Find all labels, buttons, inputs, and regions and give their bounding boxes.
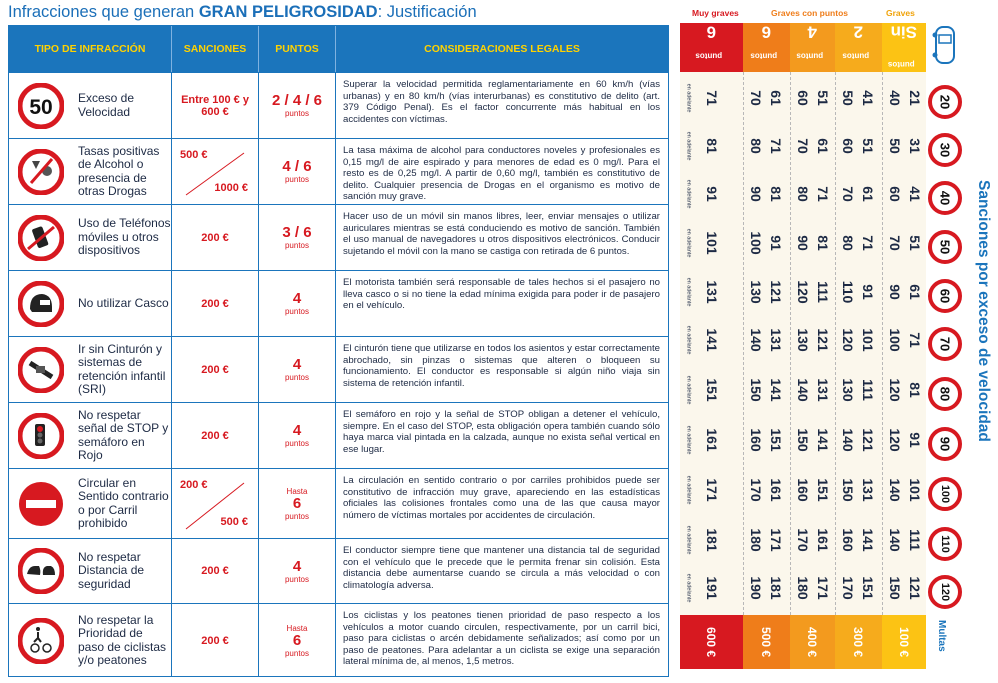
speed-value-min: 51 <box>860 138 876 154</box>
legal-text: El semáforo en rojo y la señal de STOP obligan a detener el vehículo, siempre. En el caso del STOP, esta obligación opera también cuando sólo haya marca vial pintada en la calzada, aunque no exista señal vertical en ese lugar. <box>343 409 660 455</box>
speed-value-max: 140 <box>887 528 903 552</box>
speed-value-min: 71 <box>768 138 784 154</box>
page-title: Infracciones que generan GRAN PELIGROSIDAD: Justificación <box>8 3 477 21</box>
speed-panel <box>676 0 998 683</box>
speed-value-min: 121 <box>860 428 876 452</box>
speed-limit-sign <box>928 230 962 264</box>
category-label: Graves con puntos <box>771 8 848 18</box>
speed-limit-value: 40 <box>937 190 953 206</box>
infraction-name: Exceso de Velocidad <box>78 91 135 119</box>
speed-value-min: 91 <box>768 235 784 251</box>
traffic-sign-icon <box>18 149 64 195</box>
column-header <box>680 23 743 72</box>
speed-value-max: 60 <box>795 90 811 106</box>
fine-cell <box>680 615 743 669</box>
header-sanciones: SANCIONES <box>172 26 259 72</box>
infraction-cell <box>9 271 172 336</box>
speed-value-min: 51 <box>815 90 831 106</box>
en-adelante-label: en adelante <box>685 425 692 455</box>
speed-value-min: 61 <box>815 138 831 154</box>
speed-value-min: 121 <box>768 280 784 304</box>
speed-value-max: 40 <box>887 90 903 106</box>
speed-value: 81 <box>704 138 720 154</box>
sancion-value: 200 € <box>201 297 229 310</box>
speed-value: 161 <box>704 428 720 452</box>
speed-value-max: 70 <box>840 186 856 202</box>
infraction-cell <box>9 139 172 204</box>
speed-value-min: 171 <box>815 576 831 600</box>
points-label: puntos <box>842 50 870 60</box>
speed-value-min: 141 <box>860 528 876 552</box>
sancion-cell <box>172 139 259 204</box>
legal-text: El cinturón tiene que utilizarse en todos los asientos y estar correctamente abrochado, sin pinzas o sistemas que alteren o bloqueen su funcionamiento. El conductor es responsable si algún niño viaja sin sistema de retención infantil. <box>343 343 660 389</box>
table-row <box>9 402 668 468</box>
infraction-name: No respetar Distancia de seguridad <box>78 549 145 591</box>
speed-limit-value: 30 <box>937 142 953 158</box>
speed-limit-value: 80 <box>937 386 953 402</box>
puntos-label: puntos <box>284 648 310 658</box>
speed-limit-sign <box>928 527 962 561</box>
speed-value-max: 150 <box>887 576 903 600</box>
traffic-sign-icon <box>18 347 64 393</box>
speed-value-min: 21 <box>907 90 923 106</box>
sancion-value: 200 € <box>201 363 229 376</box>
sign-text: 50 <box>29 95 53 119</box>
legal-text: Superar la velocidad permitida reglamentariamente en 60 km/h (vías urbanas) y en 80 km/h (vías interurbanas) es constitutivo de delito (art. 379 Código Penal). Es el factor concurrente más habitual en los accidentes con víctimas. <box>343 79 660 125</box>
infraction-name: No utilizar Casco <box>78 295 169 310</box>
en-adelante-label: en adelante <box>685 131 692 161</box>
column-header <box>743 23 790 72</box>
points-label: puntos <box>750 50 778 60</box>
fine-cell <box>835 615 882 669</box>
speed-value-min: 141 <box>815 428 831 452</box>
puntos-value: 4 <box>292 356 302 373</box>
speed-value-min: 171 <box>768 528 784 552</box>
speed-value-min: 101 <box>907 478 923 502</box>
legal-text: El motorista también será responsable de tales hechos si el pasajero no lleva casco o si no tiene la edad mínima exigida para poder ir de pasajero en el vehículo. <box>343 277 660 312</box>
sancion-cell <box>172 73 259 138</box>
speed-panel-title-wrap <box>974 180 994 480</box>
speed-limit-sign <box>928 85 962 119</box>
speed-value: 141 <box>704 328 720 352</box>
infractions-table <box>8 25 669 677</box>
en-adelante-label: en adelante <box>685 573 692 603</box>
speed-value-max: 140 <box>887 478 903 502</box>
infraction-name: No respetar señal de STOP y semáforo en Rojo <box>78 407 169 462</box>
speed-panel-title: Sanciones por exceso de velocidad <box>975 180 992 442</box>
legal-text: La tasa máxima de alcohol para conductores noveles y profesionales es 0,15 mg/l de aire espirado y para menores de edad es 0 mg/l. Para el resto es de 0,25 mg/l. A partir de 0,60 mg/l, también es constitutivo de delito. Cualquier presencia de Drogas en el organismo es motivo de sanción muy grave. <box>343 145 660 203</box>
sancion-value: 200 € <box>201 231 229 244</box>
speed-value-max: 150 <box>795 428 811 452</box>
puntos-value: 2 / 4 / 6 <box>271 92 323 109</box>
sancion-cell <box>172 539 259 603</box>
puntos-label: puntos <box>284 511 310 521</box>
speed-limit-value: 70 <box>937 336 953 352</box>
speed-value-max: 80 <box>840 235 856 251</box>
column-divider <box>835 72 836 615</box>
speed-value-min: 41 <box>907 186 923 202</box>
header-puntos: PUNTOS <box>259 26 336 72</box>
car-icon <box>930 23 960 67</box>
sancion-max: 500 € <box>220 516 248 528</box>
speed-value-max: 160 <box>795 478 811 502</box>
points-number: Sin <box>890 21 918 41</box>
sancion-max: 1000 € <box>214 182 248 194</box>
puntos-value: 4 <box>292 422 302 439</box>
sancion-cell <box>172 604 259 677</box>
puntos-value: 3 / 6 <box>282 224 312 241</box>
speed-value-max: 50 <box>887 138 903 154</box>
infraction-cell <box>9 403 172 468</box>
speed-limit-sign <box>928 181 962 215</box>
speed-value-max: 60 <box>887 186 903 202</box>
speed-value-min: 131 <box>768 328 784 352</box>
table-row <box>9 538 668 603</box>
speed-limit-value: 20 <box>937 94 953 110</box>
speed-value-max: 140 <box>795 378 811 402</box>
en-adelante-label: en adelante <box>685 325 692 355</box>
sancion-value: 200 € <box>201 634 229 647</box>
speed-value-min: 161 <box>815 528 831 552</box>
en-adelante-label: en adelante <box>685 179 692 209</box>
speed-value-max: 130 <box>840 378 856 402</box>
speed-value-min: 81 <box>768 186 784 202</box>
fine-cell <box>882 615 926 669</box>
speed-value-max: 90 <box>887 284 903 300</box>
points-number: 2 <box>853 21 864 41</box>
speed-limit-value: 90 <box>937 436 953 452</box>
speed-value-max: 100 <box>748 231 764 255</box>
infraction-name: Uso de Teléfonos móviles u otros dispositivos <box>78 216 171 258</box>
fine-value: 500 € <box>759 626 774 658</box>
speed-limit-sign <box>928 575 962 609</box>
puntos-cell <box>259 469 336 538</box>
speed-value-max: 130 <box>795 328 811 352</box>
points-number: 6 <box>706 21 717 41</box>
speed-value: 71 <box>704 90 720 106</box>
puntos-label: puntos <box>284 109 309 118</box>
puntos-value: 4 <box>292 557 302 575</box>
speed-value-min: 111 <box>907 529 923 551</box>
puntos-cell <box>259 539 336 603</box>
sancion-cell <box>172 271 259 336</box>
speed-value-max: 50 <box>840 90 856 106</box>
points-label: puntos <box>888 59 915 69</box>
en-adelante-label: en adelante <box>685 375 692 405</box>
puntos-value: 6 <box>292 631 302 649</box>
speed-value-max: 170 <box>748 478 764 502</box>
infraction-cell <box>9 205 172 270</box>
speed-value-max: 140 <box>748 328 764 352</box>
header-consideraciones: CONSIDERACIONES LEGALES <box>424 43 580 55</box>
speed-value-min: 141 <box>768 378 784 402</box>
en-adelante-label: en adelante <box>685 525 692 555</box>
fine-value: 100 € <box>897 626 911 658</box>
puntos-label: puntos <box>284 574 310 584</box>
speed-value: 171 <box>704 478 720 502</box>
en-adelante-label: en adelante <box>685 228 692 258</box>
speed-value-max: 90 <box>748 186 764 202</box>
speed-value-min: 81 <box>907 382 923 398</box>
speed-value-min: 111 <box>860 379 876 401</box>
fine-cell <box>743 615 790 669</box>
speed-value-min: 151 <box>768 428 784 452</box>
speed-value-min: 151 <box>815 478 831 502</box>
sancion-cell <box>172 205 259 270</box>
speed-value-min: 161 <box>768 478 784 502</box>
traffic-sign-icon <box>18 481 64 527</box>
speed-limit-value: 60 <box>937 288 953 304</box>
speed-value-min: 61 <box>860 186 876 202</box>
puntos-label: puntos <box>284 175 310 184</box>
table-row <box>9 270 668 336</box>
speed-value-min: 71 <box>815 186 831 202</box>
hasta-label: Hasta <box>286 623 308 633</box>
infraction-cell <box>9 73 172 138</box>
legal-text: El conductor siempre tiene que mantener una distancia tal de seguridad con el vehículo que le precede que le permita frenar sin colisión. Esta distancia debe aumentarse cuando se circula a más velocidad o con climatología adversa. <box>343 545 660 591</box>
traffic-sign-icon <box>18 83 64 129</box>
speed-value-max: 60 <box>840 138 856 154</box>
puntos-value: 6 <box>292 494 302 512</box>
en-adelante-label: en adelante <box>685 475 692 505</box>
table-row <box>9 603 668 677</box>
infraction-cell <box>9 604 172 677</box>
legal-text: Los ciclistas y los peatones tienen prioridad de paso respecto a los vehículos a motor cuando circulen, respectivamente, por un carril bici, paso para ciclistas o arcén debidamente señalizados; así como por un paso de peatones. Para adelantar a un ciclista se exige una separación lateral mínima de, al menos, 1,5 metros. <box>343 610 660 668</box>
traffic-sign-icon <box>18 548 64 594</box>
puntos-cell <box>259 73 336 138</box>
sancion-value: Entre 100 € y 600 € <box>181 93 249 118</box>
speed-value-max: 80 <box>795 186 811 202</box>
column-divider <box>790 72 791 615</box>
speed-value-max: 110 <box>840 280 856 304</box>
speed-value-max: 160 <box>748 428 764 452</box>
speed-limit-value: 50 <box>937 239 953 255</box>
speed-limit-sign <box>928 477 962 511</box>
en-adelante-label: en adelante <box>685 83 692 113</box>
puntos-label: puntos <box>284 307 310 316</box>
puntos-label: puntos <box>284 373 310 382</box>
speed-value-min: 61 <box>768 90 784 106</box>
speed-value-max: 90 <box>795 235 811 251</box>
traffic-sign-icon <box>18 215 64 261</box>
traffic-sign-icon <box>18 618 64 664</box>
column-divider <box>743 72 744 615</box>
speed-value-max: 140 <box>840 428 856 452</box>
points-label: puntos <box>695 50 723 60</box>
speed-value: 91 <box>704 186 720 202</box>
infraction-cell <box>9 469 172 538</box>
speed-value-max: 120 <box>887 378 903 402</box>
speed-value-max: 70 <box>887 235 903 251</box>
category-label: Graves <box>886 8 915 18</box>
traffic-sign-icon <box>18 413 64 459</box>
speed-limit-value: 100 <box>939 484 951 504</box>
header-tipo: TIPO DE INFRACCIÓN <box>9 26 172 72</box>
puntos-cell <box>259 604 336 677</box>
fine-cell <box>790 615 835 669</box>
speed-value-max: 180 <box>795 576 811 600</box>
speed-value-min: 61 <box>907 284 923 300</box>
speed-value-min: 121 <box>815 328 831 352</box>
speed-value-min: 91 <box>907 432 923 448</box>
speed-value-min: 111 <box>815 281 831 303</box>
speed-value-max: 170 <box>795 528 811 552</box>
speed-value: 131 <box>704 280 720 304</box>
infraction-name: Ir sin Cinturón y sistemas de retención infantil (SRI) <box>78 341 166 396</box>
speed-value: 101 <box>704 231 720 255</box>
table-row <box>9 204 668 270</box>
speed-value-min: 71 <box>860 235 876 251</box>
column-header <box>790 23 835 72</box>
puntos-label: puntos <box>284 241 310 250</box>
infraction-name: Circular en Sentido contrario o por Carril prohibido <box>78 475 169 530</box>
speed-value-max: 100 <box>887 328 903 352</box>
puntos-cell <box>259 403 336 468</box>
table-row <box>9 138 668 204</box>
speed-value-min: 41 <box>860 90 876 106</box>
speed-value-min: 101 <box>860 328 876 352</box>
speed-value-max: 70 <box>795 138 811 154</box>
fine-value: 400 € <box>805 626 820 658</box>
speed-value-max: 70 <box>748 90 764 106</box>
sancion-min: 200 € <box>180 479 208 491</box>
legal-text: Hacer uso de un móvil sin manos libres, leer, enviar mensajes o utilizar auriculares mientras se está conduciendo es motivo de sanción. También el uso manual de navegadores u otros dispositivos electrónicos. Conducir sujetando el móvil con la mano se castiga con retirada de 6 puntos. <box>343 211 660 257</box>
speed-value-max: 150 <box>840 478 856 502</box>
infraction-name: No respetar la Prioridad de paso de ciclistas y/o peatones <box>78 612 167 667</box>
speed-limit-value: 110 <box>939 535 951 553</box>
fine-value: 300 € <box>851 626 866 658</box>
speed-value-min: 31 <box>907 138 923 154</box>
speed-value-min: 71 <box>907 332 923 348</box>
speed-limit-sign <box>928 133 962 167</box>
column-header <box>835 23 882 72</box>
sancion-value: 200 € <box>201 429 229 442</box>
column-header <box>882 23 926 72</box>
speed-value-max: 80 <box>748 138 764 154</box>
column-divider <box>882 72 883 615</box>
multas-label: Multas <box>936 620 947 652</box>
table-row <box>9 72 668 138</box>
puntos-cell <box>259 271 336 336</box>
category-label: Muy graves <box>692 8 739 18</box>
infraction-name: Tasas positivas de Alcohol o presencia de otras Drogas <box>78 143 160 198</box>
hasta-label: Hasta <box>286 486 308 496</box>
puntos-cell <box>259 139 336 204</box>
table-header <box>9 26 668 72</box>
speed-value-min: 51 <box>907 235 923 251</box>
speed-limit-sign <box>928 279 962 313</box>
speed-value-min: 121 <box>907 576 923 600</box>
puntos-value: 4 <box>292 290 302 307</box>
points-label: puntos <box>796 50 824 60</box>
speed-value-max: 120 <box>795 280 811 304</box>
puntos-cell <box>259 205 336 270</box>
speed-limit-sign <box>928 427 962 461</box>
fine-value: 600 € <box>704 626 719 658</box>
sancion-cell <box>172 337 259 402</box>
speed-value-max: 120 <box>840 328 856 352</box>
speed-value-max: 160 <box>840 528 856 552</box>
multas-wrap <box>927 620 957 656</box>
speed-value-min: 131 <box>860 478 876 502</box>
puntos-cell <box>259 337 336 402</box>
speed-value-max: 150 <box>748 378 764 402</box>
speed-limit-sign <box>928 327 962 361</box>
table-row <box>9 336 668 402</box>
infraction-cell <box>9 337 172 402</box>
speed-value-min: 91 <box>860 284 876 300</box>
sancion-value: 200 € <box>201 565 229 577</box>
points-number: 4 <box>807 21 818 41</box>
speed-limit-sign <box>928 377 962 411</box>
en-adelante-label: en adelante <box>685 277 692 307</box>
speed-value-max: 190 <box>748 576 764 600</box>
speed-value-max: 120 <box>887 428 903 452</box>
speed-value: 151 <box>704 378 720 402</box>
speed-value-max: 130 <box>748 280 764 304</box>
legal-text: La circulación en sentido contrario o por carriles prohibidos puede ser constitutivo de infracción muy grave, apareciendo en las estadísticas oficiales las colisiones frontales como una de las que causa mayor número de víctimas mortales por accidentes de circulación. <box>343 475 660 521</box>
traffic-sign-icon <box>18 281 64 327</box>
speed-value-min: 81 <box>815 235 831 251</box>
infraction-cell <box>9 539 172 603</box>
sancion-min: 500 € <box>180 149 208 161</box>
puntos-label: puntos <box>284 439 310 448</box>
speed-value-max: 180 <box>748 528 764 552</box>
sancion-cell <box>172 469 259 538</box>
speed-value-min: 181 <box>768 576 784 600</box>
speed-value-max: 170 <box>840 576 856 600</box>
speed-value: 181 <box>704 528 720 552</box>
puntos-value: 4 / 6 <box>282 158 312 175</box>
speed-value-min: 151 <box>860 576 876 600</box>
speed-value: 191 <box>704 576 720 600</box>
speed-value-min: 131 <box>815 378 831 402</box>
table-row <box>9 468 668 538</box>
points-number: 6 <box>761 21 772 41</box>
speed-limit-value: 120 <box>939 582 951 602</box>
sancion-cell <box>172 403 259 468</box>
